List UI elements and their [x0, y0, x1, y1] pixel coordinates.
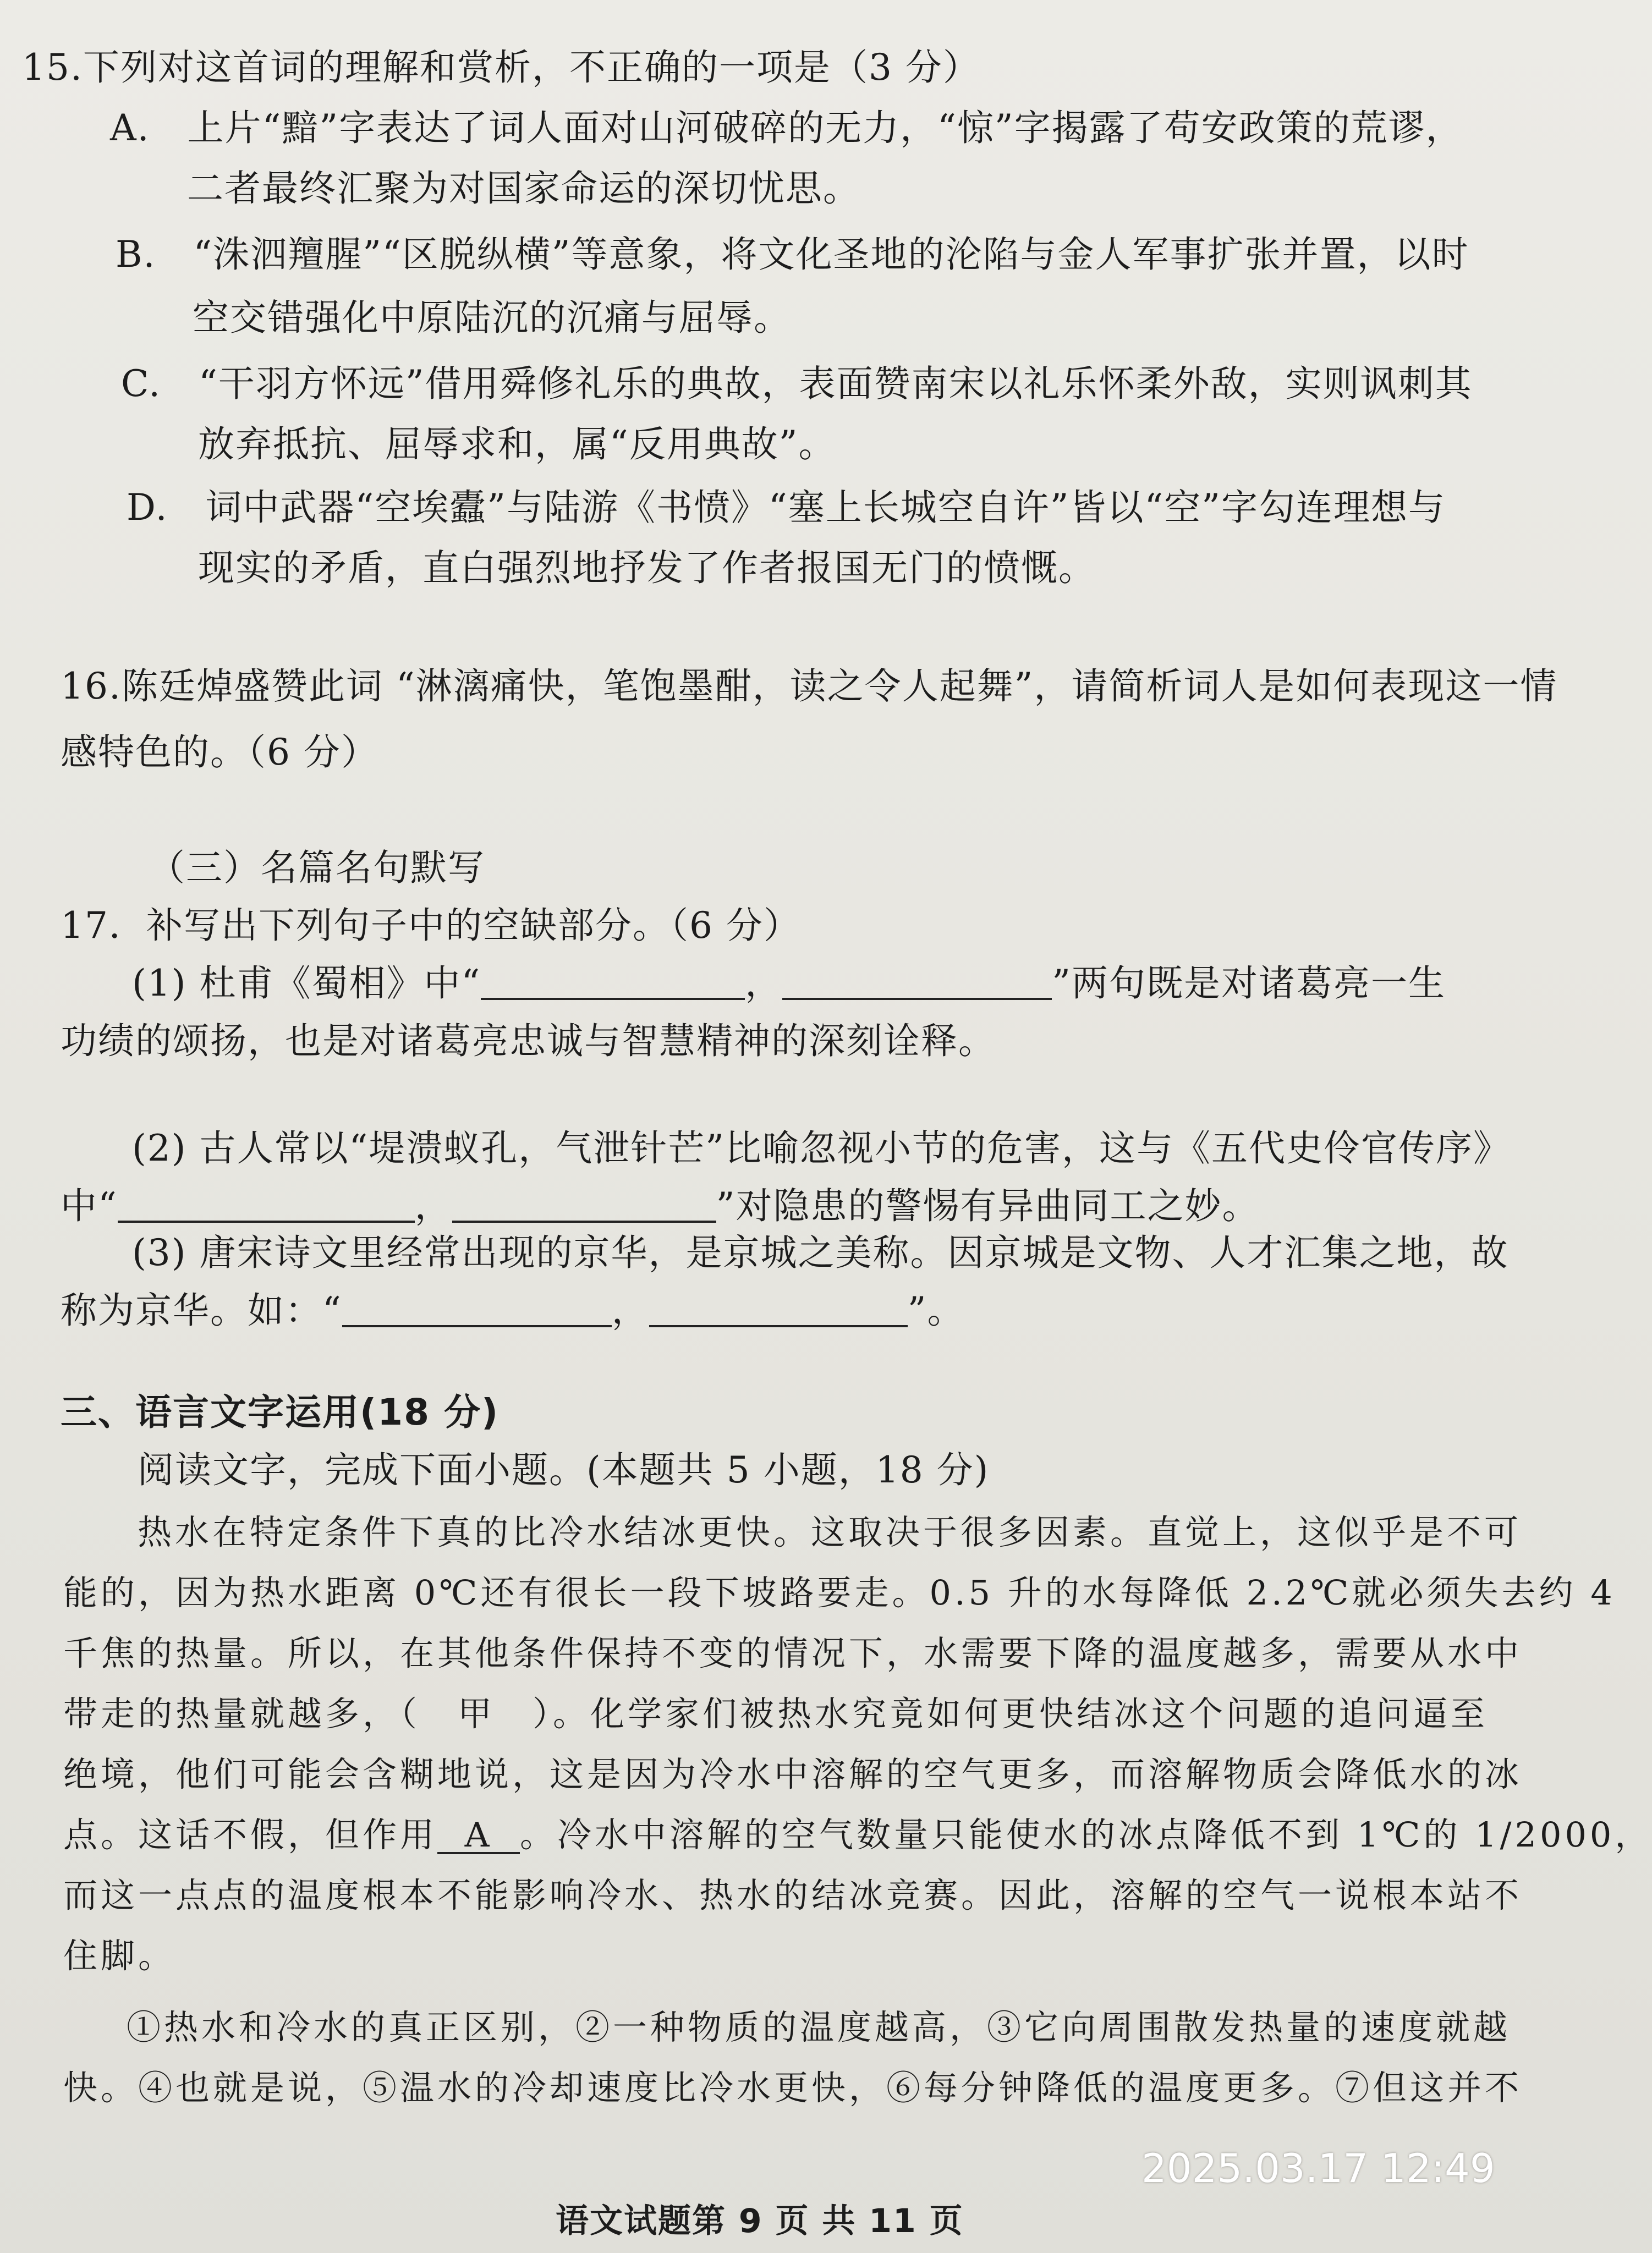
q15-option-c-line2: 放弃抵抗、屈辱求和，属“反用典故”。 — [198, 423, 836, 465]
q17-item3-suffix: ”。 — [907, 1289, 965, 1332]
passage-line7: 而这一点点的温度根本不能影响冷水、热水的结冰竞赛。因此，溶解的空气一说根本站不 — [63, 1875, 1523, 1915]
q17-item3-comma: ， — [611, 1289, 649, 1332]
bleed-through-decoration — [979, 11, 990, 50]
q15-option-a-line2: 二者最终汇聚为对国家命运的深切忧思。 — [187, 167, 860, 210]
fill-blank-5[interactable] — [342, 1294, 612, 1327]
q15-stem: 15.下列对这首词的理解和赏析，不正确的一项是（3 分） — [22, 46, 980, 89]
q17-item3-prefix: 称为京华。如：“ — [61, 1289, 342, 1332]
q17-item2-suffix: ”对隐患的警惕有异曲同工之妙。 — [716, 1185, 1260, 1227]
q17-item2-prefix: 中“ — [61, 1185, 118, 1227]
q16-line1: 16.陈廷焯盛赞此词 “淋漓痛快，笔饱墨酣，读之令人起舞”，请简析词人是如何表现这一情 — [61, 665, 1558, 707]
q17-item2-comma: ， — [414, 1185, 452, 1227]
passage-line2: 能的，因为热水距离 0℃还有很长一段下坡路要走。0.5 升的水每降低 2.2℃就必须失去约 4 — [63, 1573, 1616, 1613]
passage-line4: 带走的热量就越多，（ 甲 ）。化学家们被热水究竟如何更快结冰这个问题的追问逼至 — [63, 1694, 1489, 1734]
part3-heading: 三、语言文字运用(18 分) — [61, 1391, 500, 1433]
q15-option-d-line1: D. 词中武器“空埃蠹”与陆游《书愤》“塞上长城空自许”皆以“空”字勾连理想与 — [127, 486, 1446, 529]
q15-option-b-line2: 空交错强化中原陆沉的沉痛与屈辱。 — [193, 296, 791, 339]
q17-item1-line1 — [132, 962, 1446, 1004]
fill-blank-3[interactable] — [118, 1190, 415, 1223]
q17-item3-line2 — [61, 1289, 965, 1332]
part3-intro: 阅读文字，完成下面小题。(本题共 5 小题，18 分) — [138, 1449, 990, 1491]
passage-line9: ①热水和冷水的真正区别，②一种物质的温度越高，③它向周围散发热量的速度就越 — [127, 2007, 1511, 2047]
passage-line3: 千焦的热量。所以，在其他条件保持不变的情况下，水需要下降的温度越多，需要从水中 — [63, 1633, 1523, 1673]
blank-a[interactable]: A — [437, 1818, 520, 1854]
passage-line6-suffix: 。冷水中溶解的空气数量只能使水的冰点降低不到 1℃的 1/2000， — [520, 1815, 1652, 1855]
q15-option-a-line1: A. 上片“黯”字表达了词人面对山河破碎的无力，“惊”字揭露了苟安政策的荒谬， — [110, 107, 1463, 149]
q17-item3-line1: (3) 唐宋诗文里经常出现的京华，是京城之美称。因京城是文物、人才汇集之地，故 — [132, 1232, 1509, 1274]
passage-line10: 快。④也就是说，⑤温水的冷却速度比冷水更快，⑥每分钟降低的温度更多。⑦但这并不 — [63, 2068, 1523, 2108]
fill-blank-6[interactable] — [649, 1294, 908, 1327]
fill-blank-1[interactable] — [481, 967, 745, 1000]
q16-line2: 感特色的。（6 分） — [61, 731, 378, 773]
page-footer: 语文试题第 9 页 共 11 页 — [556, 2202, 964, 2240]
q17-item2-line1: (2) 古人常以“堤溃蚁孔，气泄针芒”比喻忽视小节的危害，这与《五代史伶官传序》 — [132, 1127, 1511, 1169]
fill-blank-2[interactable] — [782, 967, 1052, 1000]
q17-item1-suffix: ”两句既是对诸葛亮一生 — [1052, 962, 1446, 1004]
fill-blank-4[interactable] — [452, 1190, 716, 1223]
q17-item2-line2 — [61, 1185, 1260, 1227]
passage-line8: 住脚。 — [63, 1936, 176, 1976]
passage-line5: 绝境，他们可能会含糊地说，这是因为冷水中溶解的空气更多，而溶解物质会降低水的冰 — [63, 1754, 1523, 1794]
q17-item1-line2: 功绩的颂扬，也是对诸葛亮忠诚与智慧精神的深刻诠释。 — [61, 1020, 996, 1062]
q15-option-c-line1: C. “干羽方怀远”借用舜修礼乐的典故，表面赞南宋以礼乐怀柔外敌，实则讽刺其 — [121, 362, 1473, 405]
q17-stem: 17．补写出下列句子中的空缺部分。（6 分） — [61, 904, 801, 947]
q15-option-b-line1: B. “洙泗羶腥”“区脱纵横”等意象，将文化圣地的沦陷与金人军事扩张并置，以时 — [116, 233, 1469, 276]
passage-line6-prefix: 点。这话不假，但作用 — [63, 1815, 438, 1855]
q15-option-d-line2: 现实的矛盾，直白强烈地抒发了作者报国无门的愤慨。 — [198, 547, 1096, 589]
q17-item1-prefix: (1) 杜甫《蜀相》中“ — [132, 962, 481, 1004]
passage-line6 — [63, 1815, 1652, 1855]
q17-item1-comma: ， — [745, 962, 783, 1004]
photo-timestamp: 2025.03.17 12:49 — [1141, 2145, 1495, 2191]
section-heading-famous-lines: （三）名篇名句默写 — [149, 847, 485, 889]
passage-line1: 热水在特定条件下真的比冷水结冰更快。这取决于很多因素。直觉上，这似乎是不可 — [138, 1512, 1522, 1552]
